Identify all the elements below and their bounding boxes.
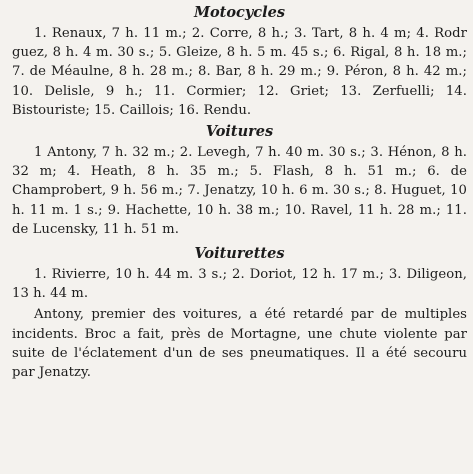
section-title: Voitures: [205, 123, 274, 141]
results-paragraph: 1. Renaux, 7 h. 11 m.; 2. Corre, 8 h.; 3. Tart, 8 h. 4 m; 4. Rodr guez, 8 h. 4 m. 30 s.; 5. Gleize, 8 h. 5 m. 45 s.; 6. Rigal, 8 h. 18 m.; 7. de Méaulne, 8 h. 28 m.; 8. Bar, 8 h. 29 m.; 9. Péron, 8 h. 42 m.; 10. Delisle, 9 h.; 11. Cormier; 12. Griet; 13. Zerfuelli; 14. Bistouriste; 15. Caillois; 16. Rendu.: [12, 26, 467, 118]
section-motocycles: [12, 3, 467, 120]
section-voitures: [12, 122, 467, 239]
report-paragraph: Antony, premier des voitures, a été retardé par de multiples incidents. Broc a fait, près de Mortagne, une chute violente par suite de l'éclatement d'un de ses pneumatiques. Il a été secouru par Jenatzy.: [12, 307, 467, 381]
section-title: Voiturettes: [194, 245, 285, 263]
results-paragraph: 1. Rivierre, 10 h. 44 m. 3 s.; 2. Doriot, 12 h. 17 m.; 3. Diligeon, 13 h. 44 m.: [12, 267, 467, 302]
section-voiturettes: [12, 244, 467, 382]
section-title: Motocycles: [193, 4, 286, 21]
results-paragraph: 1 Antony, 7 h. 32 m.; 2. Levegh, 7 h. 40 m. 30 s.; 3. Hénon, 8 h. 32 m; 4. Heath, 8 h. 35 m.; 5. Flash, 8 h. 51 m.; 6. de Champrobert, 9 h. 56 m.; 7. Jenatzy, 10 h. 6 m. 30 s.; 8. Huguet, 10 h. 11 m. 1 s.; 9. Hachette, 10 h. 38 m.; 10. Ravel, 11 h. 28 m.; 11. de Lucensky, 11 h. 51 m.: [12, 145, 467, 237]
